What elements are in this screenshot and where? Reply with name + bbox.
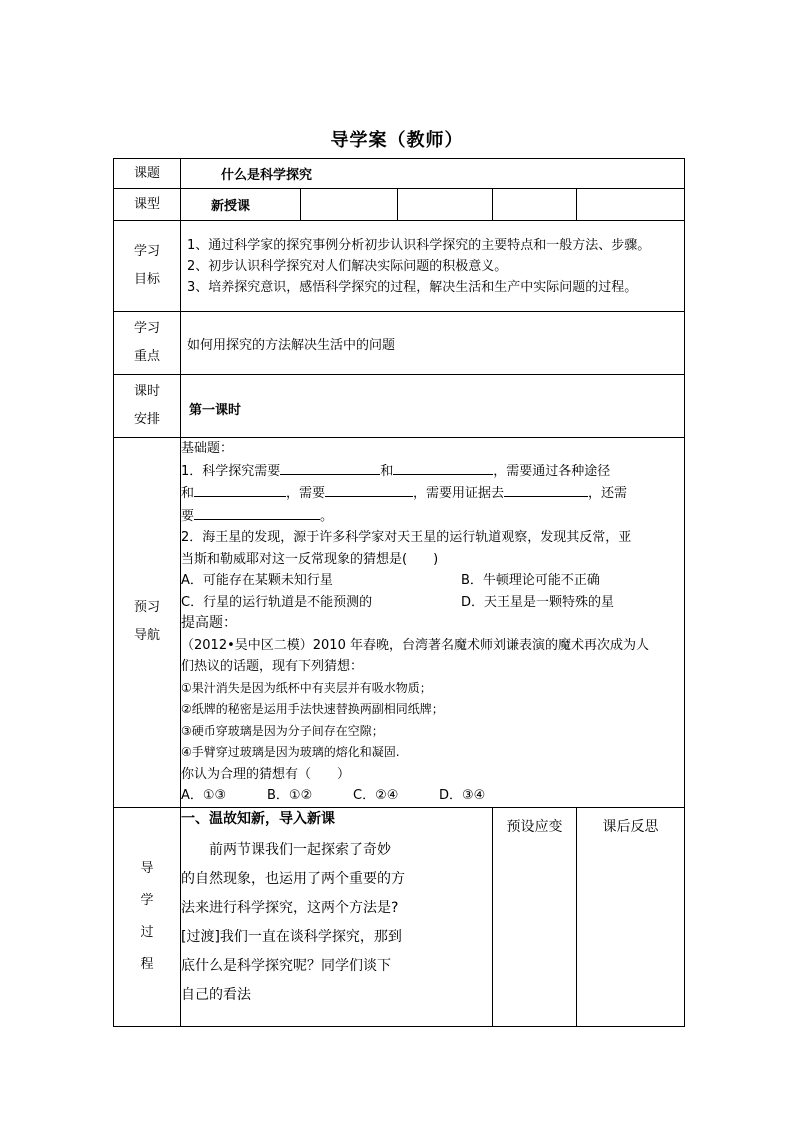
answer-blank[interactable] [325, 482, 413, 497]
process-label-char: 程 [140, 956, 154, 972]
focus-label-bottom: 重点 [133, 349, 160, 364]
process-line: 前两节课我们一起探索了奇妙 [181, 841, 391, 858]
advanced-options-row [181, 785, 684, 807]
empty-cell [493, 189, 577, 221]
row-objectives [114, 221, 685, 312]
process-label-char: 学 [140, 892, 154, 908]
q1-text: 。 [320, 508, 334, 524]
focus-label-top: 学习 [133, 321, 160, 336]
schedule-label-top: 课时 [133, 384, 160, 399]
page-title: 导学案（教师） [330, 130, 464, 151]
guess-item: ④手臂穿过玻璃是因为玻璃的熔化和凝固. [181, 745, 400, 759]
empty-cell [398, 189, 493, 221]
advanced-question: 你认为合理的猜想有（ ） [181, 766, 351, 782]
answer-blank[interactable] [194, 482, 286, 497]
adv-option-d[interactable]: D．③④ [439, 788, 486, 803]
empty-cell [301, 189, 398, 221]
guess-item: ①果汁消失是因为纸杯中有夹层并有吸水物质； [181, 680, 432, 695]
objectives-label-top: 学习 [133, 244, 160, 259]
process-line: 底什么是科学探究呢？同学们谈下 [181, 957, 391, 974]
option-c[interactable]: C．行星的运行轨道是不能预测的 [181, 594, 373, 610]
question-2-options-row-1 [181, 570, 684, 592]
topic-label: 课题 [114, 159, 181, 189]
q1-text: 1．科学探究需要 [181, 463, 281, 479]
question-2-options-row-2 [181, 592, 684, 614]
focus-text: 如何用探究的方法解决生活中的问题 [181, 312, 685, 375]
preset-response-header: 预设应变 [506, 818, 563, 835]
empty-cell [577, 189, 685, 221]
process-label [114, 807, 181, 1026]
objectives-label [114, 221, 181, 312]
guess-item: ③硬币穿玻璃是因为分子间存在空隙； [181, 723, 384, 738]
answer-blank[interactable] [393, 460, 493, 475]
reflection-header: 课后反思 [602, 818, 659, 835]
answer-blank[interactable] [504, 482, 588, 497]
guess-item: ②纸牌的秘密是运用手法快速替换两副相同纸牌； [181, 702, 444, 716]
q1-text: ，需要 [286, 486, 326, 501]
process-main [181, 807, 493, 1026]
topic-value: 什么是科学探究 [181, 159, 685, 189]
answer-blank[interactable] [280, 460, 380, 475]
lesson-plan-table [113, 158, 685, 1027]
schedule-label-bottom: 安排 [133, 412, 160, 427]
adv-option-a[interactable]: A．①③ [181, 788, 227, 803]
option-a[interactable]: A．可能存在某颗未知行星 [181, 573, 333, 588]
process-col-preset [493, 807, 577, 1026]
preview-label-top: 预习 [133, 600, 160, 616]
q1-text: 和 [380, 463, 394, 479]
preview-label-bottom: 导航 [133, 628, 160, 644]
row-process [114, 807, 685, 1026]
question-2-line-2: 当斯和勒威耶对这一反常现象的猜想是( ) [181, 551, 439, 567]
advanced-title: 提高题： [181, 615, 237, 631]
row-lesson-type [114, 189, 685, 221]
advanced-line-2: 们热议的话题，现有下列猜想： [181, 659, 364, 674]
process-line: 法来进行科学探究，这两个方法是? [181, 899, 399, 916]
process-col-reflection [577, 807, 685, 1026]
option-d[interactable]: D．天王星是一颗特殊的星 [461, 594, 615, 610]
process-line: [过渡]我们一直在谈科学探究，那到 [181, 928, 402, 945]
lesson-type-label: 课型 [114, 189, 181, 221]
row-schedule [114, 375, 685, 438]
question-2-line-1: 2．海王星的发现，源于许多科学家对天王星的运行轨道观察，发现其反常，亚 [181, 530, 632, 545]
q1-text: 和 [181, 486, 195, 501]
objective-item: 2、初步认识科学探究对人们解决实际问题的积极意义。 [187, 258, 508, 274]
question-1-line-1 [181, 460, 684, 483]
basic-title: 基础题： [181, 441, 234, 456]
lesson-type-value: 新授课 [181, 189, 301, 221]
q1-text: ，需要用证据去 [413, 486, 505, 501]
schedule-label [114, 375, 181, 438]
objective-item: 3、培养探究意识，感悟科学探究的过程，解决生活和生产中实际问题的过程。 [187, 279, 638, 295]
question-1-line-3 [181, 505, 684, 528]
process-label-char: 过 [140, 924, 154, 940]
objective-item: 1、通过科学家的探究事例分析初步认识科学探究的主要特点和一般方法、步骤。 [187, 237, 651, 253]
process-label-char: 导 [140, 860, 154, 876]
answer-blank[interactable] [194, 505, 320, 520]
advanced-line-1: （2012•吴中区二模）2010 年春晚，台湾著名魔术师刘谦表演的魔术再次成为人 [181, 637, 649, 653]
question-1-line-2 [181, 482, 684, 505]
objectives-label-bottom: 目标 [133, 272, 160, 287]
preview-label [114, 438, 181, 808]
q1-text: 要 [181, 508, 195, 524]
objectives-content [181, 221, 685, 312]
option-b[interactable]: B．牛顿理论可能不正确 [461, 573, 600, 588]
adv-option-b[interactable]: B．①② [267, 788, 313, 803]
row-topic [114, 159, 685, 189]
row-focus [114, 312, 685, 375]
focus-label [114, 312, 181, 375]
q1-text: ，需要通过各种途径 [493, 463, 611, 479]
process-line: 的自然现象，也运用了两个重要的方 [181, 870, 405, 887]
adv-option-c[interactable]: C．②④ [353, 788, 399, 803]
preview-content [181, 438, 685, 808]
row-preview [114, 438, 685, 808]
process-line: 自己的看法 [181, 986, 251, 1003]
schedule-text: 第一课时 [181, 375, 685, 438]
process-section-title: 一、温故知新，导入新课 [181, 810, 335, 827]
q1-text: ，还需 [588, 486, 628, 501]
